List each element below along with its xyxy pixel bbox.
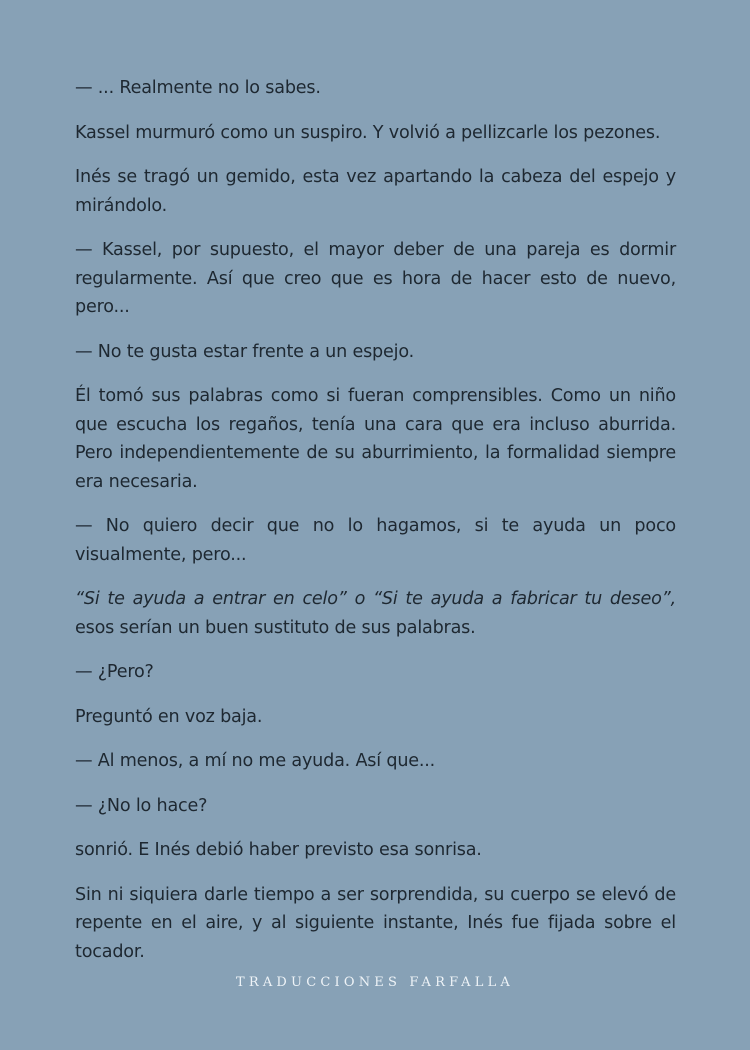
document-body [75,74,676,982]
paragraph: Sin ni siquiera darle tiempo a ser sorprendida, su cuerpo se elevó de repente en el aire, y al siguiente instante, Inés fue fijada sobre el tocador. [75,884,676,962]
paragraph: sonrió. E Inés debió haber previsto esa sonrisa. [75,840,482,860]
paragraph-italic [75,585,676,642]
paragraph: Kassel murmuró como un suspiro. Y volvió a pellizcarle los pezones. [75,122,661,143]
paragraph: Él tomó sus palabras como si fueran comprensibles. Como un niño que escucha los regaños, tenía una cara que era incluso aburrida. Pero independientemente de su aburrimiento, la formalidad siempre era necesaria. [75,386,676,492]
paragraph: — ... Realmente no lo sabes. [75,78,321,98]
paragraph: — Kassel, por supuesto, el mayor deber de una pareja es dormir regularmente. Así que creo que es hora de hacer esto de nuevo, pero... [75,240,676,317]
paragraph: — ¿No lo hace? [75,795,208,816]
footer-credit: TRADUCCIONES FARFALLA [235,975,514,990]
paragraph: — No te gusta estar frente a un espejo. [75,341,414,362]
paragraph: Preguntó en voz baja. [75,706,263,727]
paragraph: — Al menos, a mí no me ayuda. Así que... [75,751,436,771]
paragraph-text: esos serían un buen sustituto de sus palabras. [75,617,476,638]
paragraph: — ¿Pero? [75,662,154,682]
italic-quote: “Si te ayuda a entrar en celo” o “Si te ayuda a fabricar tu deseo”, [75,589,676,609]
paragraph: Inés se tragó un gemido, esta vez apartando la cabeza del espejo y mirándolo. [75,167,676,216]
paragraph: — No quiero decir que no lo hagamos, si te ayuda un poco visualmente, pero... [75,516,676,565]
